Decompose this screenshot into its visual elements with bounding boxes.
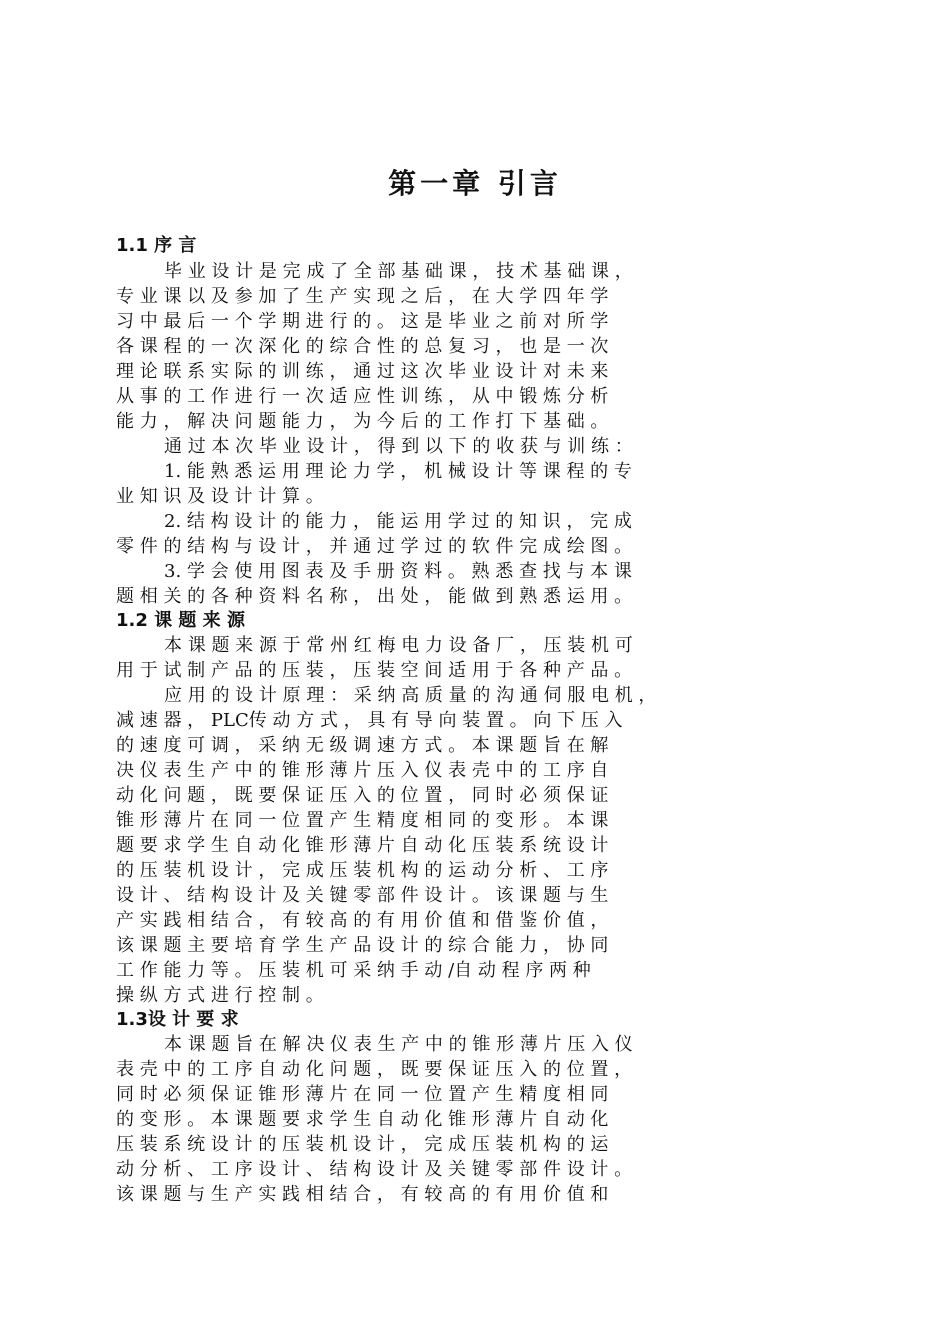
paragraph-line: 本 课 题 旨 在 解 决 仪 表 生 产 中 的 锥 形 薄 片 压 入 仪 bbox=[164, 1034, 633, 1055]
paragraph-line: 应 用 的 设 计 原 理 ： 采 纳 高 质 量 的 沟 通 伺 服 电 机 ， bbox=[164, 685, 657, 706]
paragraph-line: 通 过 本 次 毕 业 设 计 ， 得 到 以 下 的 收 获 与 训 练 ： bbox=[164, 436, 633, 457]
paragraph-line: 减 速 器 ， PLC传 动 方 式 ， 具 有 导 向 装 置 。 向 下 压 入 bbox=[116, 710, 623, 731]
paragraph-line: 题 要 求 学 生 自 动 化 锥 形 薄 片 自 动 化 压 装 系 统 设 计 bbox=[116, 835, 609, 856]
paragraph-line: 该 课 题 主 要 培 育 学 生 产 品 设 计 的 综 合 能 力 ， 协 同 bbox=[116, 935, 609, 956]
paragraph-line: 的 变 形 。 本 课 题 要 求 学 生 自 动 化 锥 形 薄 片 自 动 化 bbox=[116, 1109, 609, 1130]
paragraph-line: 习 中 最 后 一 个 学 期 进 行 的 。 这 是 毕 业 之 前 对 所 学 bbox=[116, 311, 609, 332]
list-item-line: 1. 能 熟 悉 运 用 理 论 力 学 ， 机 械 设 计 等 课 程 的 专 bbox=[164, 461, 632, 482]
chapter-title: 第一章 引言 bbox=[388, 167, 562, 200]
paragraph-line: 表 壳 中 的 工 序 自 动 化 问 题 ， 既 要 保 证 压 入 的 位 置 ， bbox=[116, 1059, 633, 1080]
paragraph-line: 该 课 题 与 生 产 实 践 相 结 合 ， 有 较 高 的 有 用 价 值 和 bbox=[116, 1184, 609, 1205]
paragraph-line: 动 化 问 题 ， 既 要 保 证 压 入 的 位 置 ， 同 时 必 须 保 证 bbox=[116, 785, 609, 806]
paragraph-line: 各 课 程 的 一 次 深 化 的 综 合 性 的 总 复 习 ， 也 是 一 次 bbox=[116, 336, 609, 357]
paragraph-line: 决 仪 表 生 产 中 的 锥 形 薄 片 压 入 仪 表 壳 中 的 工 序 自 bbox=[116, 760, 609, 781]
paragraph-line: 毕 业 设 计 是 完 成 了 全 部 基 础 课 ， 技 术 基 础 课 ， bbox=[164, 261, 633, 282]
paragraph-line: 能 力 ， 解 决 问 题 能 力 ， 为 今 后 的 工 作 打 下 基 础 。 bbox=[116, 411, 609, 432]
list-item-line: 业 知 识 及 设 计 计 算 。 bbox=[116, 486, 324, 507]
paragraph-line: 锥 形 薄 片 在 同 一 位 置 产 生 精 度 相 同 的 变 形 。 本 课 bbox=[116, 810, 609, 831]
paragraph-line: 的 压 装 机 设 计 ， 完 成 压 装 机 构 的 运 动 分 析 、 工 序 bbox=[116, 860, 609, 881]
paragraph-line: 本 课 题 来 源 于 常 州 红 梅 电 力 设 备 厂 ， 压 装 机 可 bbox=[164, 635, 633, 656]
section-heading: 1.1 序 言 bbox=[116, 235, 197, 256]
paragraph-line: 用 于 试 制 产 品 的 压 装 ， 压 装 空 间 适 用 于 各 种 产 品 。 bbox=[116, 660, 633, 681]
list-item-line: 零 件 的 结 构 与 设 计 ， 并 通 过 学 过 的 软 件 完 成 绘 图 。 bbox=[116, 536, 633, 557]
paragraph-line: 的 速 度 可 调 ， 采 纳 无 级 调 速 方 式 。 本 课 题 旨 在 解 bbox=[116, 735, 609, 756]
list-item-line: 2. 结 构 设 计 的 能 力 ， 能 运 用 学 过 的 知 识 ， 完 成 bbox=[164, 511, 632, 532]
paragraph-line: 同 时 必 须 保 证 锥 形 薄 片 在 同 一 位 置 产 生 精 度 相 同 bbox=[116, 1084, 609, 1105]
paragraph-line: 工 作 能 力 等 。 压 装 机 可 采 纳 手 动 /自 动 程 序 两 种 bbox=[116, 960, 591, 981]
paragraph-line: 从 事 的 工 作 进 行 一 次 适 应 性 训 练 ， 从 中 锻 炼 分 析 bbox=[116, 386, 609, 407]
paragraph-line: 专 业 课 以 及 参 加 了 生 产 实 现 之 后 ， 在 大 学 四 年 学 bbox=[116, 286, 609, 307]
section-heading: 1.2 课 题 来 源 bbox=[116, 610, 245, 631]
paragraph-line: 操 纵 方 式 进 行 控 制 。 bbox=[116, 985, 324, 1006]
paragraph-line: 压 装 系 统 设 计 的 压 装 机 设 计 ， 完 成 压 装 机 构 的 运 bbox=[116, 1134, 609, 1155]
paragraph-line: 设 计 、 结 构 设 计 及 关 键 零 部 件 设 计 。 该 课 题 与 生 bbox=[116, 885, 609, 906]
section-heading: 1.3设 计 要 求 bbox=[116, 1009, 239, 1030]
list-item-line: 3. 学 会 使 用 图 表 及 手 册 资 料 。 熟 悉 查 找 与 本 课 bbox=[164, 561, 632, 582]
paragraph-line: 动 分 析 、 工 序 设 计 、 结 构 设 计 及 关 键 零 部 件 设 计 。 bbox=[116, 1159, 633, 1180]
paragraph-line: 产 实 践 相 结 合 ， 有 较 高 的 有 用 价 值 和 借 鉴 价 值 ， bbox=[116, 910, 609, 931]
paragraph-line: 理 论 联 系 实 际 的 训 练 ， 通 过 这 次 毕 业 设 计 对 未 来 bbox=[116, 361, 609, 382]
list-item-line: 题 相 关 的 各 种 资 料 名 称 ， 出 处 ， 能 做 到 熟 悉 运 用 。 bbox=[116, 586, 633, 607]
